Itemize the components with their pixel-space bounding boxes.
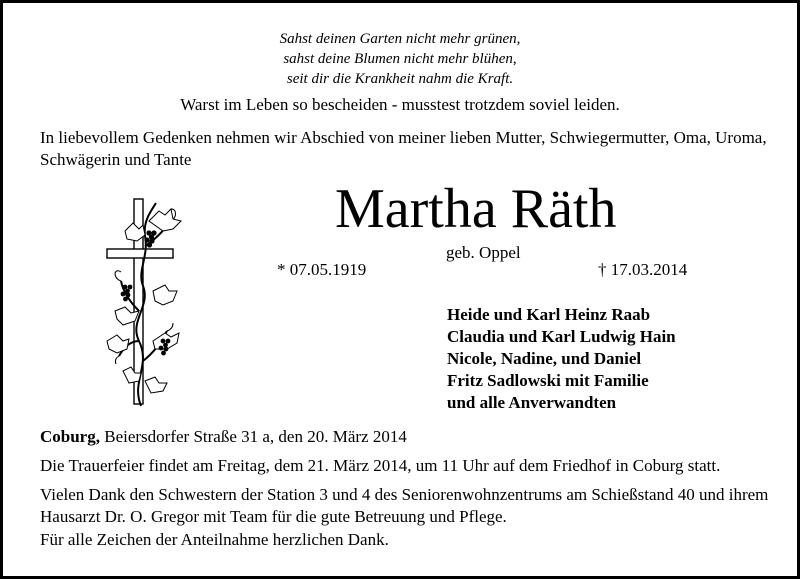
intro-text: In liebevollem Gedenken nehmen wir Abschied von meiner lieben Mutter, Schwiegermutter, Oma, Uroma, Schwägerin und Tante — [40, 128, 767, 169]
thanks-text: Vielen Dank den Schwestern der Station 3 und 4 des Seniorenwohnzentrums am Schießstand 40 und ihrem Hausarzt Dr. O. Gregor mit Team für die gute Betreuung und Pflege. — [40, 485, 769, 526]
poem — [3, 29, 797, 89]
death-date: † 17.03.2014 — [598, 260, 688, 279]
place-and-date — [40, 426, 407, 448]
city-name: Coburg, — [40, 427, 100, 446]
poem-line: sahst deine Blumen nicht mehr blühen, — [283, 51, 517, 67]
poem-line: Sahst deinen Garten nicht mehr grünen, — [279, 31, 521, 47]
deceased-name: Martha Räth — [335, 178, 617, 240]
maiden-name: geb. Oppel — [446, 243, 521, 262]
birth-date: * 07.05.1919 — [277, 260, 367, 279]
mourner-entry: und alle Anverwandten — [447, 393, 617, 412]
mourner-entry: Heide und Karl Heinz Raab — [447, 305, 651, 324]
poem-line: seit dir die Krankheit nahm die Kraft. — [286, 71, 514, 87]
mourners-list — [447, 304, 676, 414]
cross-with-grapevine-icon — [101, 191, 191, 409]
mourner-entry: Nicole, Nadine, und Daniel — [447, 349, 642, 368]
mourner-entry: Fritz Sadlowski mit Familie — [447, 371, 649, 390]
address-and-date: Beiersdorfer Straße 31 a, den 20. März 2014 — [99, 427, 407, 446]
mourner-entry: Claudia und Karl Ludwig Hain — [447, 327, 676, 346]
motto: Warst im Leben so bescheiden - musstest trotzdem soviel leiden. — [180, 95, 620, 114]
closing-text: Für alle Zeichen der Anteilnahme herzlichen Dank. — [40, 530, 389, 549]
funeral-service-text: Die Trauerfeier findet am Freitag, dem 21. März 2014, um 11 Uhr auf dem Friedhof in Coburg statt. — [40, 456, 721, 475]
